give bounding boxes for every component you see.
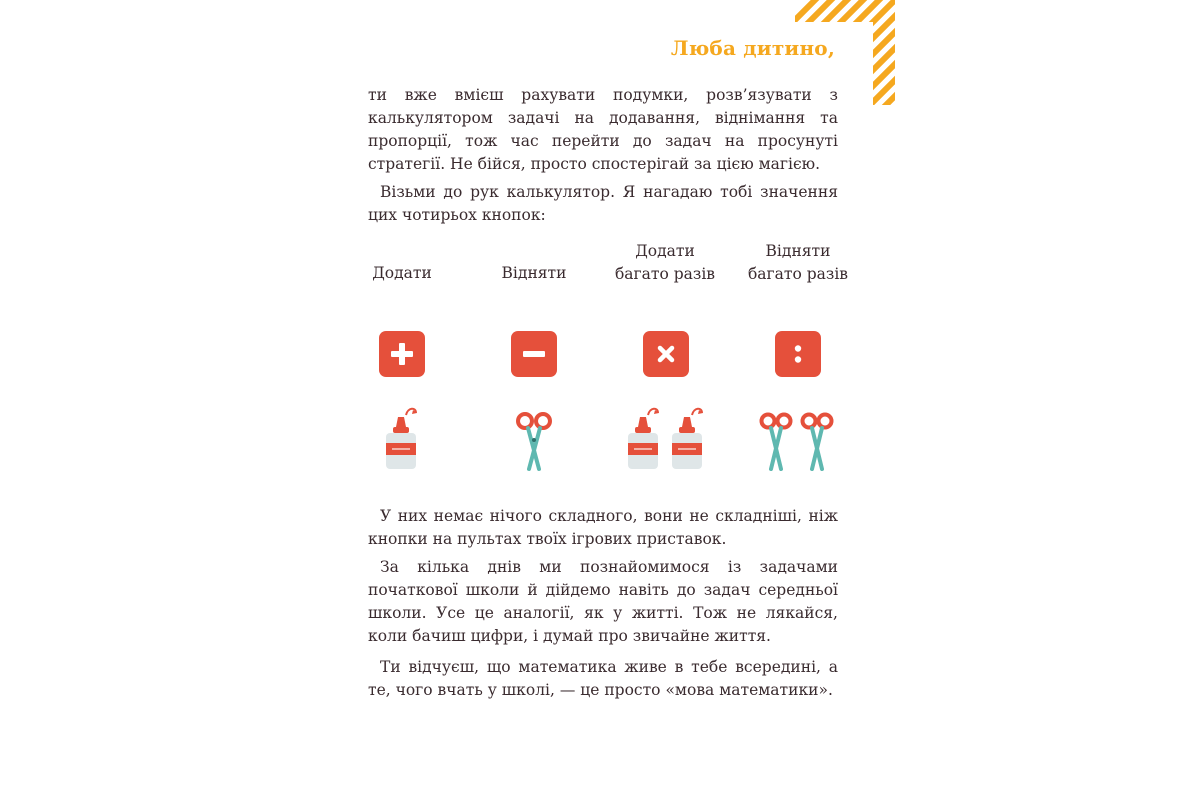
op-label-divide: Відняти багато разів xyxy=(747,242,849,283)
multiply-button xyxy=(643,331,689,377)
two-glue-bottles-icon xyxy=(620,405,715,471)
divide-button xyxy=(775,331,821,377)
intro-paragraph: ти вже вмієш рахувати подумки, розв’язувати з калькулятором задачі на додавання, віднімання та пропорції, тож час перейти до задач на просунуті стратегії. Не бійся, просто спостерігай за цією магією. xyxy=(368,86,838,173)
buttons-explanation-paragraph: У них немає нічого складного, вони не складніші, ніж кнопки на пультах твоїх ігрових приставок. xyxy=(368,507,838,548)
math-language-paragraph: Ти відчуєш, що математика живе в тебе всередині, а те, чого вчать у школі, — це просто «мова математики». xyxy=(368,658,838,699)
minus-button xyxy=(511,331,557,377)
op-label-multiply: Додати багато разів xyxy=(614,242,716,283)
school-tasks-paragraph: За кілька днів ми познайомимося із задачами початкової школи й дійдемо навіть до задач середньої школи. Усе це аналогії, як у житті. Тож не лякайся, коли бачиш цифри, і думай про звичайне життя. xyxy=(368,558,838,645)
greeting-heading: Люба дитино, xyxy=(670,36,835,60)
op-label-add: Додати xyxy=(372,264,432,282)
scissors-icon xyxy=(512,410,558,472)
calculator-paragraph: Візьми до рук калькулятор. Я нагадаю тобі значення цих чотирьох кнопок: xyxy=(368,183,838,224)
glue-bottle-icon xyxy=(378,405,428,471)
plus-icon xyxy=(389,341,415,367)
multiply-icon xyxy=(653,341,679,367)
plus-button xyxy=(379,331,425,377)
divide-icon xyxy=(785,341,811,367)
two-scissors-icon xyxy=(757,410,839,472)
op-label-subtract: Відняти xyxy=(501,264,567,282)
minus-icon xyxy=(521,341,547,367)
